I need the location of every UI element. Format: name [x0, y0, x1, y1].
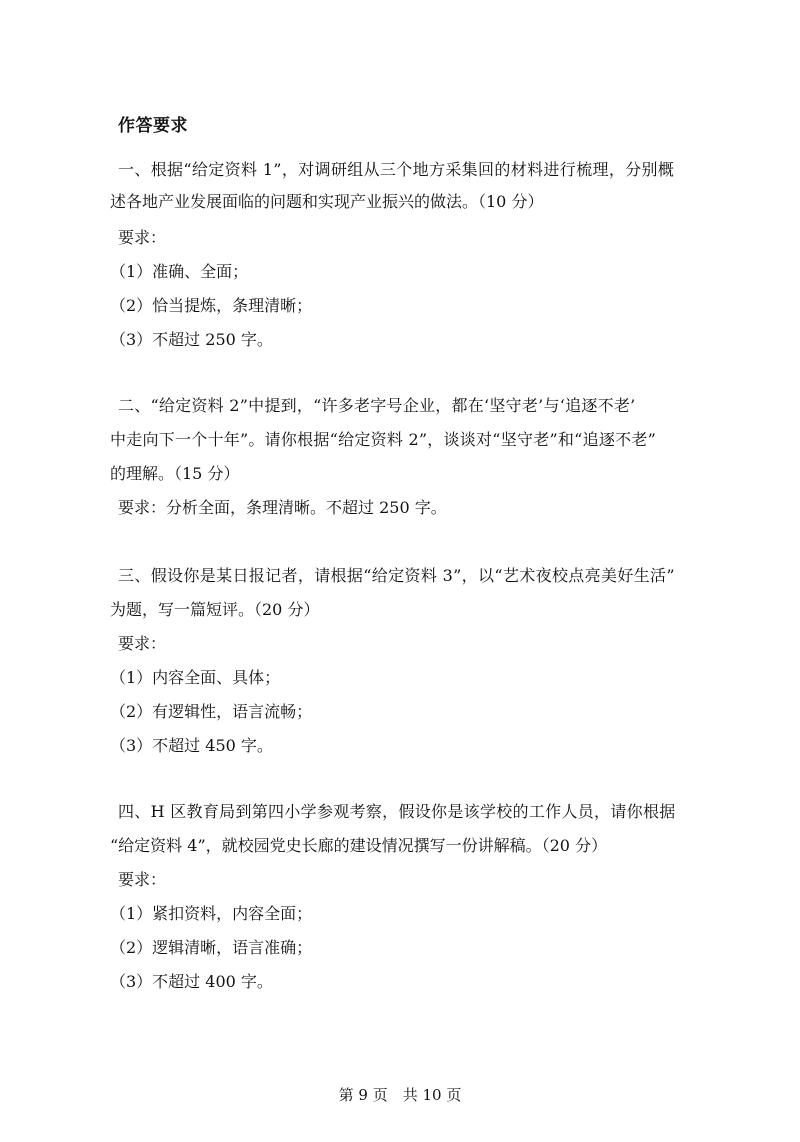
- q4-requirement-3: （3）不超过 400 字。: [110, 972, 273, 991]
- q3-requirement-2: （2）有逻辑性，语言流畅；: [110, 702, 313, 721]
- q2-line-2: 中走向下一个十年”。请你根据“给定资料 2”，谈谈对“坚守老”和“追逐不老”: [110, 430, 657, 449]
- q3-requirement-label: 要求：: [118, 634, 167, 653]
- q1-line-2: 述各地产业发展面临的问题和实现产业振兴的做法。（10 分）: [110, 192, 544, 211]
- q3-requirement-1: （1）内容全面、具体；: [110, 668, 281, 687]
- q3-line-1: 三、假设你是某日报记者，请根据“给定资料 3”，以“艺术夜校点亮美好生活”: [118, 566, 675, 585]
- q1-requirement-1: （1）准确、全面；: [110, 262, 249, 281]
- q4-line-1: 四、H 区教育局到第四小学参观考察，假设你是该学校的工作人员，请你根据: [118, 802, 676, 821]
- q2-line-1: 二、“给定资料 2”中提到，“许多老字号企业，都在‘坚守老’与‘追逐不老’: [118, 396, 636, 415]
- q4-requirement-label: 要求：: [118, 870, 167, 889]
- q4-requirement-1: （1）紧扣资料，内容全面；: [110, 904, 313, 923]
- q4-requirement-2: （2）逻辑清晰，语言准确；: [110, 938, 313, 957]
- q3-line-2: 为题，写一篇短评。（20 分）: [110, 600, 320, 619]
- q2-requirement: 要求：分析全面，条理清晰。不超过 250 字。: [118, 498, 447, 517]
- section-heading: 作答要求: [118, 116, 188, 136]
- q1-requirement-2: （2）恰当提炼，条理清晰；: [110, 296, 313, 315]
- q2-line-3: 的理解。（15 分）: [110, 464, 240, 483]
- q1-requirement-3: （3）不超过 250 字。: [110, 330, 273, 349]
- q1-line-1: 一、根据“给定资料 1”，对调研组从三个地方采集回的材料进行梳理，分别概: [118, 160, 675, 179]
- q3-requirement-3: （3）不超过 450 字。: [110, 736, 273, 755]
- q1-requirement-label: 要求：: [118, 228, 167, 247]
- q4-line-2: “给定资料 4”，就校园党史长廊的建设情况撰写一份讲解稿。（20 分）: [110, 836, 608, 855]
- page-number-footer: 第 9 页 共 10 页: [338, 1086, 462, 1104]
